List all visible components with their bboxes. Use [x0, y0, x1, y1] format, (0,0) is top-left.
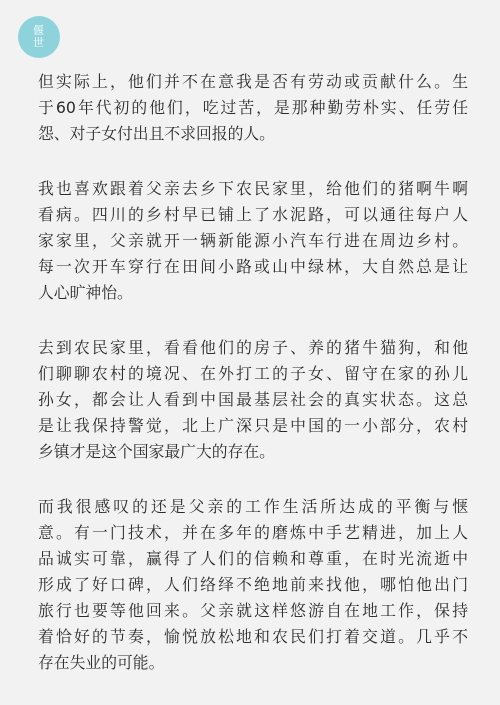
text-line: 们聊聊农村的境况、在外打工的子女、留守在家的孙儿 [38, 364, 468, 383]
text-line: 人心旷神怡。 [38, 283, 133, 302]
text-line: 我也喜欢跟着父亲去乡下农民家里，给他们的猪啊牛啊 [38, 179, 468, 198]
text-line: 乡镇才是这个国家最广大的存在。 [38, 442, 275, 461]
text-line: 家家里，父亲就开一辆新能源小汽车行进在周边乡村。 [38, 231, 468, 250]
logo-char-bottom: 世 [33, 36, 45, 49]
paragraph-4 [38, 494, 468, 676]
text-line: 意。有一门技术，并在多年的磨炼中手艺精进，加上人 [38, 523, 468, 542]
text-line: 着恰好的节奏，愉悦放松地和农民们打着交道。几乎不 [38, 627, 468, 646]
paragraph-3 [38, 335, 468, 465]
logo-char-top: 偃 [33, 24, 45, 37]
text-line: 存在失业的可能。 [38, 653, 165, 672]
text-line: 是让我保持警觉，北上广深只是中国的一小部分，农村 [38, 416, 468, 435]
article-body [38, 69, 468, 705]
site-logo [18, 16, 60, 58]
text-line: 品诚实可靠，赢得了人们的信赖和尊重，在时光流逝中 [38, 549, 468, 568]
text-line: 孙女，都会让人看到中国最基层社会的真实状态。这总 [38, 390, 468, 409]
text-line: 旅行也要等他回来。父亲就这样悠游自在地工作，保持 [38, 601, 468, 620]
text-line: 看病。四川的乡村早已铺上了水泥路，可以通往每户人 [38, 205, 468, 224]
text-line: 形成了好口碑，人们络绎不绝地前来找他，哪怕他出门 [38, 575, 468, 594]
text-line: 每一次开车穿行在田间小路或山中绿林，大自然总是让 [38, 257, 468, 276]
paragraph-2 [38, 176, 468, 306]
text-line: 怨、对子女付出且不求回报的人。 [38, 124, 275, 143]
paragraph-1 [38, 69, 468, 147]
text-line: 但实际上，他们并不在意我是否有劳动或贡献什么。生 [38, 72, 468, 91]
text-line: 而我很感叹的还是父亲的工作生活所达成的平衡与惬 [38, 497, 468, 516]
text-line: 去到农民家里，看看他们的房子、养的猪牛猫狗，和他 [38, 338, 468, 357]
text-line: 于60年代初的他们，吃过苦，是那种勤劳朴实、任劳任 [38, 98, 468, 117]
